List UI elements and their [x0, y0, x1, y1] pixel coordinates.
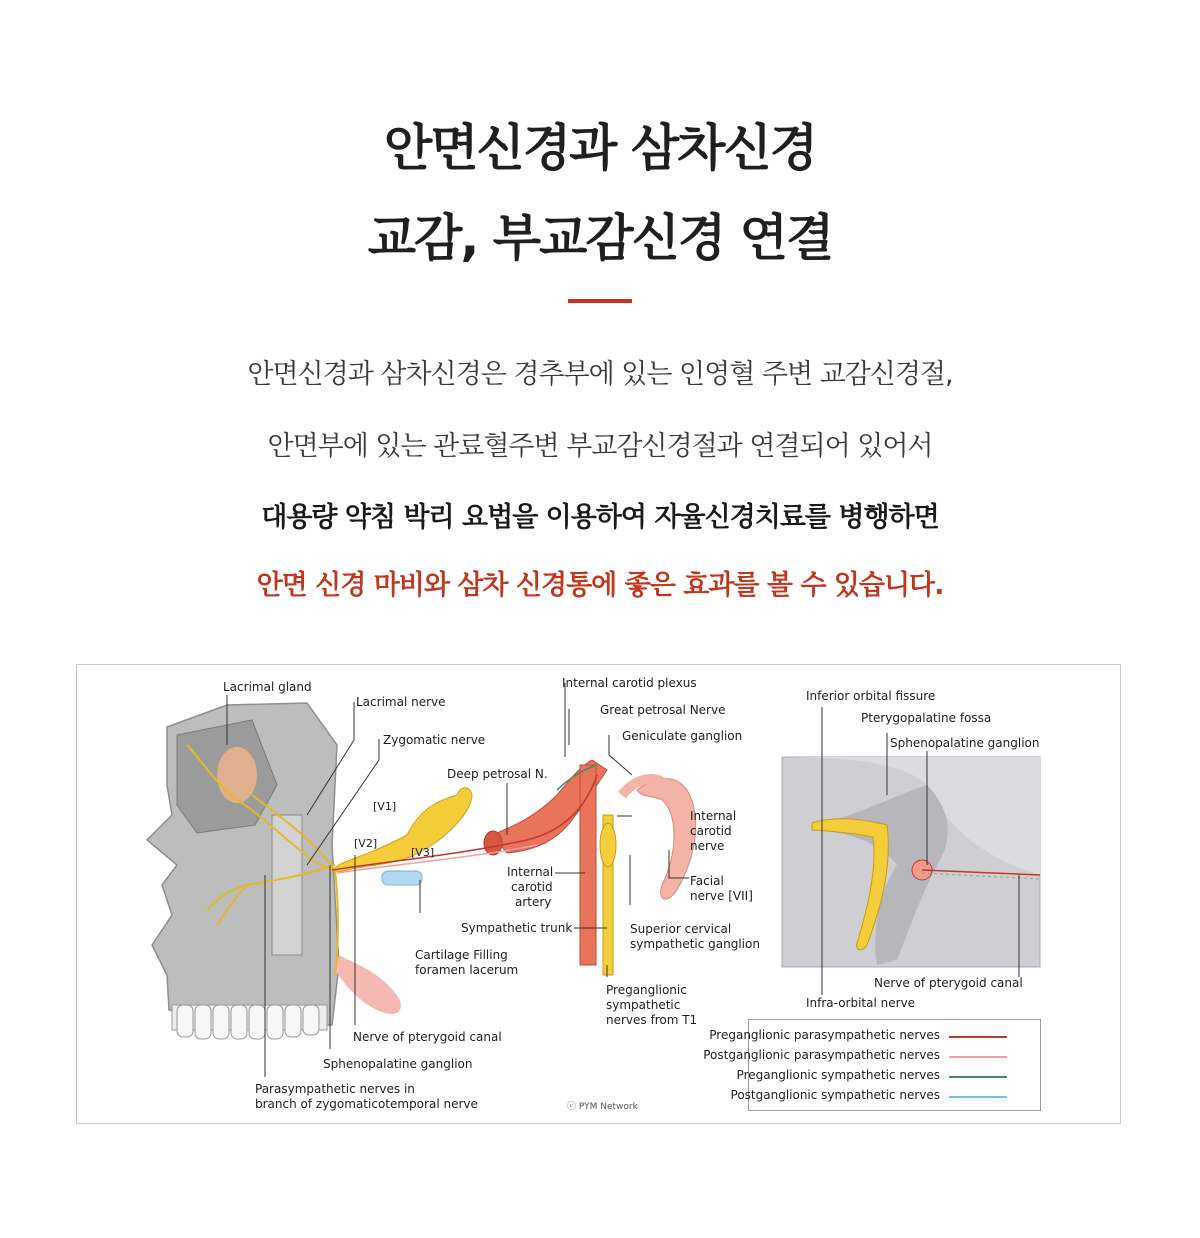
legend-item-postganglionic-sympathetic: Postganglionic sympathetic nerves [730, 1088, 940, 1102]
legend-swatch-postganglionic-parasympathetic [949, 1056, 1007, 1058]
label-internal-carotid-artery-1: Internal [507, 865, 554, 879]
label-lacrimal-gland: Lacrimal gland [223, 680, 312, 694]
label-pterygopalatine-fossa: Pterygopalatine fossa [861, 711, 992, 725]
description-line-3: 대용량 약침 박리 요법을 이용하여 자율신경치료를 병행하면 [261, 502, 939, 533]
pterygopalatine-inset [782, 757, 1040, 967]
label-preganglionic-symp-2: sympathetic [606, 998, 681, 1012]
anatomy-figure [76, 664, 1121, 1124]
label-great-petrosal: Great petrosal Nerve [600, 703, 726, 717]
legend-item-postganglionic-parasympathetic: Postganglionic parasympathetic nerves [703, 1048, 940, 1062]
label-parasympathetic-branch-2: branch of zygomaticotemporal nerve [255, 1097, 478, 1111]
label-internal-carotid-plexus: Internal carotid plexus [562, 676, 697, 690]
facial-nerve [622, 779, 696, 899]
label-nerve-pterygoid-canal-right: Nerve of pterygoid canal [874, 976, 1023, 990]
label-geniculate-ganglion: Geniculate ganglion [622, 729, 743, 743]
skull-illustration [147, 703, 401, 1039]
legend-swatch-postganglionic-sympathetic [949, 1096, 1007, 1098]
label-superior-cervical-1: Superior cervical [630, 922, 732, 936]
label-zygomatic-nerve: Zygomatic nerve [383, 733, 486, 747]
cartilage-foramen-lacerum [382, 871, 422, 885]
label-lacrimal-nerve: Lacrimal nerve [356, 695, 446, 709]
nerve-legend [703, 1019, 1041, 1111]
label-v3: [V3] [411, 846, 435, 859]
label-sphenopalatine-ganglion-right: Sphenopalatine ganglion [890, 736, 1040, 750]
label-internal-carotid-artery-2: carotid [511, 880, 553, 894]
label-internal-carotid-artery-3: artery [515, 895, 552, 909]
label-preganglionic-symp-1: Preganglionic [606, 983, 687, 997]
page-title-line-1: 안면신경과 삼차신경 [383, 119, 817, 177]
label-cartilage-2: foramen lacerum [415, 963, 519, 977]
page-title-line-2: 교감, 부교감신경 연결 [367, 209, 833, 267]
label-v1: [V1] [373, 800, 397, 813]
legend-item-preganglionic-parasympathetic: Preganglionic parasympathetic nerves [709, 1028, 940, 1042]
label-internal-carotid-nerve-1: Internal [690, 809, 737, 823]
label-internal-carotid-nerve-3: nerve [690, 839, 725, 853]
description-line-2: 안면부에 있는 관료혈주변 부교감신경절과 연결되어 있어서 [267, 431, 933, 462]
legend-item-preganglionic-sympathetic: Preganglionic sympathetic nerves [736, 1068, 940, 1082]
legend-swatch-preganglionic-parasympathetic [949, 1036, 1007, 1038]
label-sympathetic-trunk: Sympathetic trunk [461, 921, 573, 935]
label-nerve-pterygoid-canal: Nerve of pterygoid canal [353, 1030, 502, 1044]
label-cartilage-1: Cartilage Filling [415, 948, 508, 962]
label-v2: [V2] [354, 837, 378, 850]
label-inferior-orbital-fissure: Inferior orbital fissure [806, 689, 936, 703]
description-highlight-line: 안면 신경 마비와 삼차 신경통에 좋은 효과를 볼 수 있습니다. [256, 570, 944, 601]
legend-swatch-preganglionic-sympathetic [949, 1076, 1007, 1078]
label-facial-nerve-2: nerve [VII] [690, 889, 753, 903]
label-parasympathetic-branch-1: Parasympathetic nerves in [255, 1082, 415, 1096]
description-line-1: 안면신경과 삼차신경은 경추부에 있는 인영혈 주변 교감신경절, [247, 359, 953, 390]
label-infra-orbital-nerve: Infra-orbital nerve [806, 996, 916, 1010]
label-sphenopalatine-ganglion: Sphenopalatine ganglion [323, 1057, 473, 1071]
sympathetic-trunk [600, 815, 616, 975]
copyright-text: ⓒ PYM Network [567, 1102, 638, 1112]
label-deep-petrosal: Deep petrosal N. [447, 767, 548, 781]
label-internal-carotid-nerve-2: carotid [690, 824, 732, 838]
label-superior-cervical-2: sympathetic ganglion [630, 937, 760, 951]
title-divider [568, 299, 632, 303]
label-facial-nerve-1: Facial [690, 874, 724, 888]
label-preganglionic-symp-3: nerves from T1 [606, 1013, 698, 1027]
